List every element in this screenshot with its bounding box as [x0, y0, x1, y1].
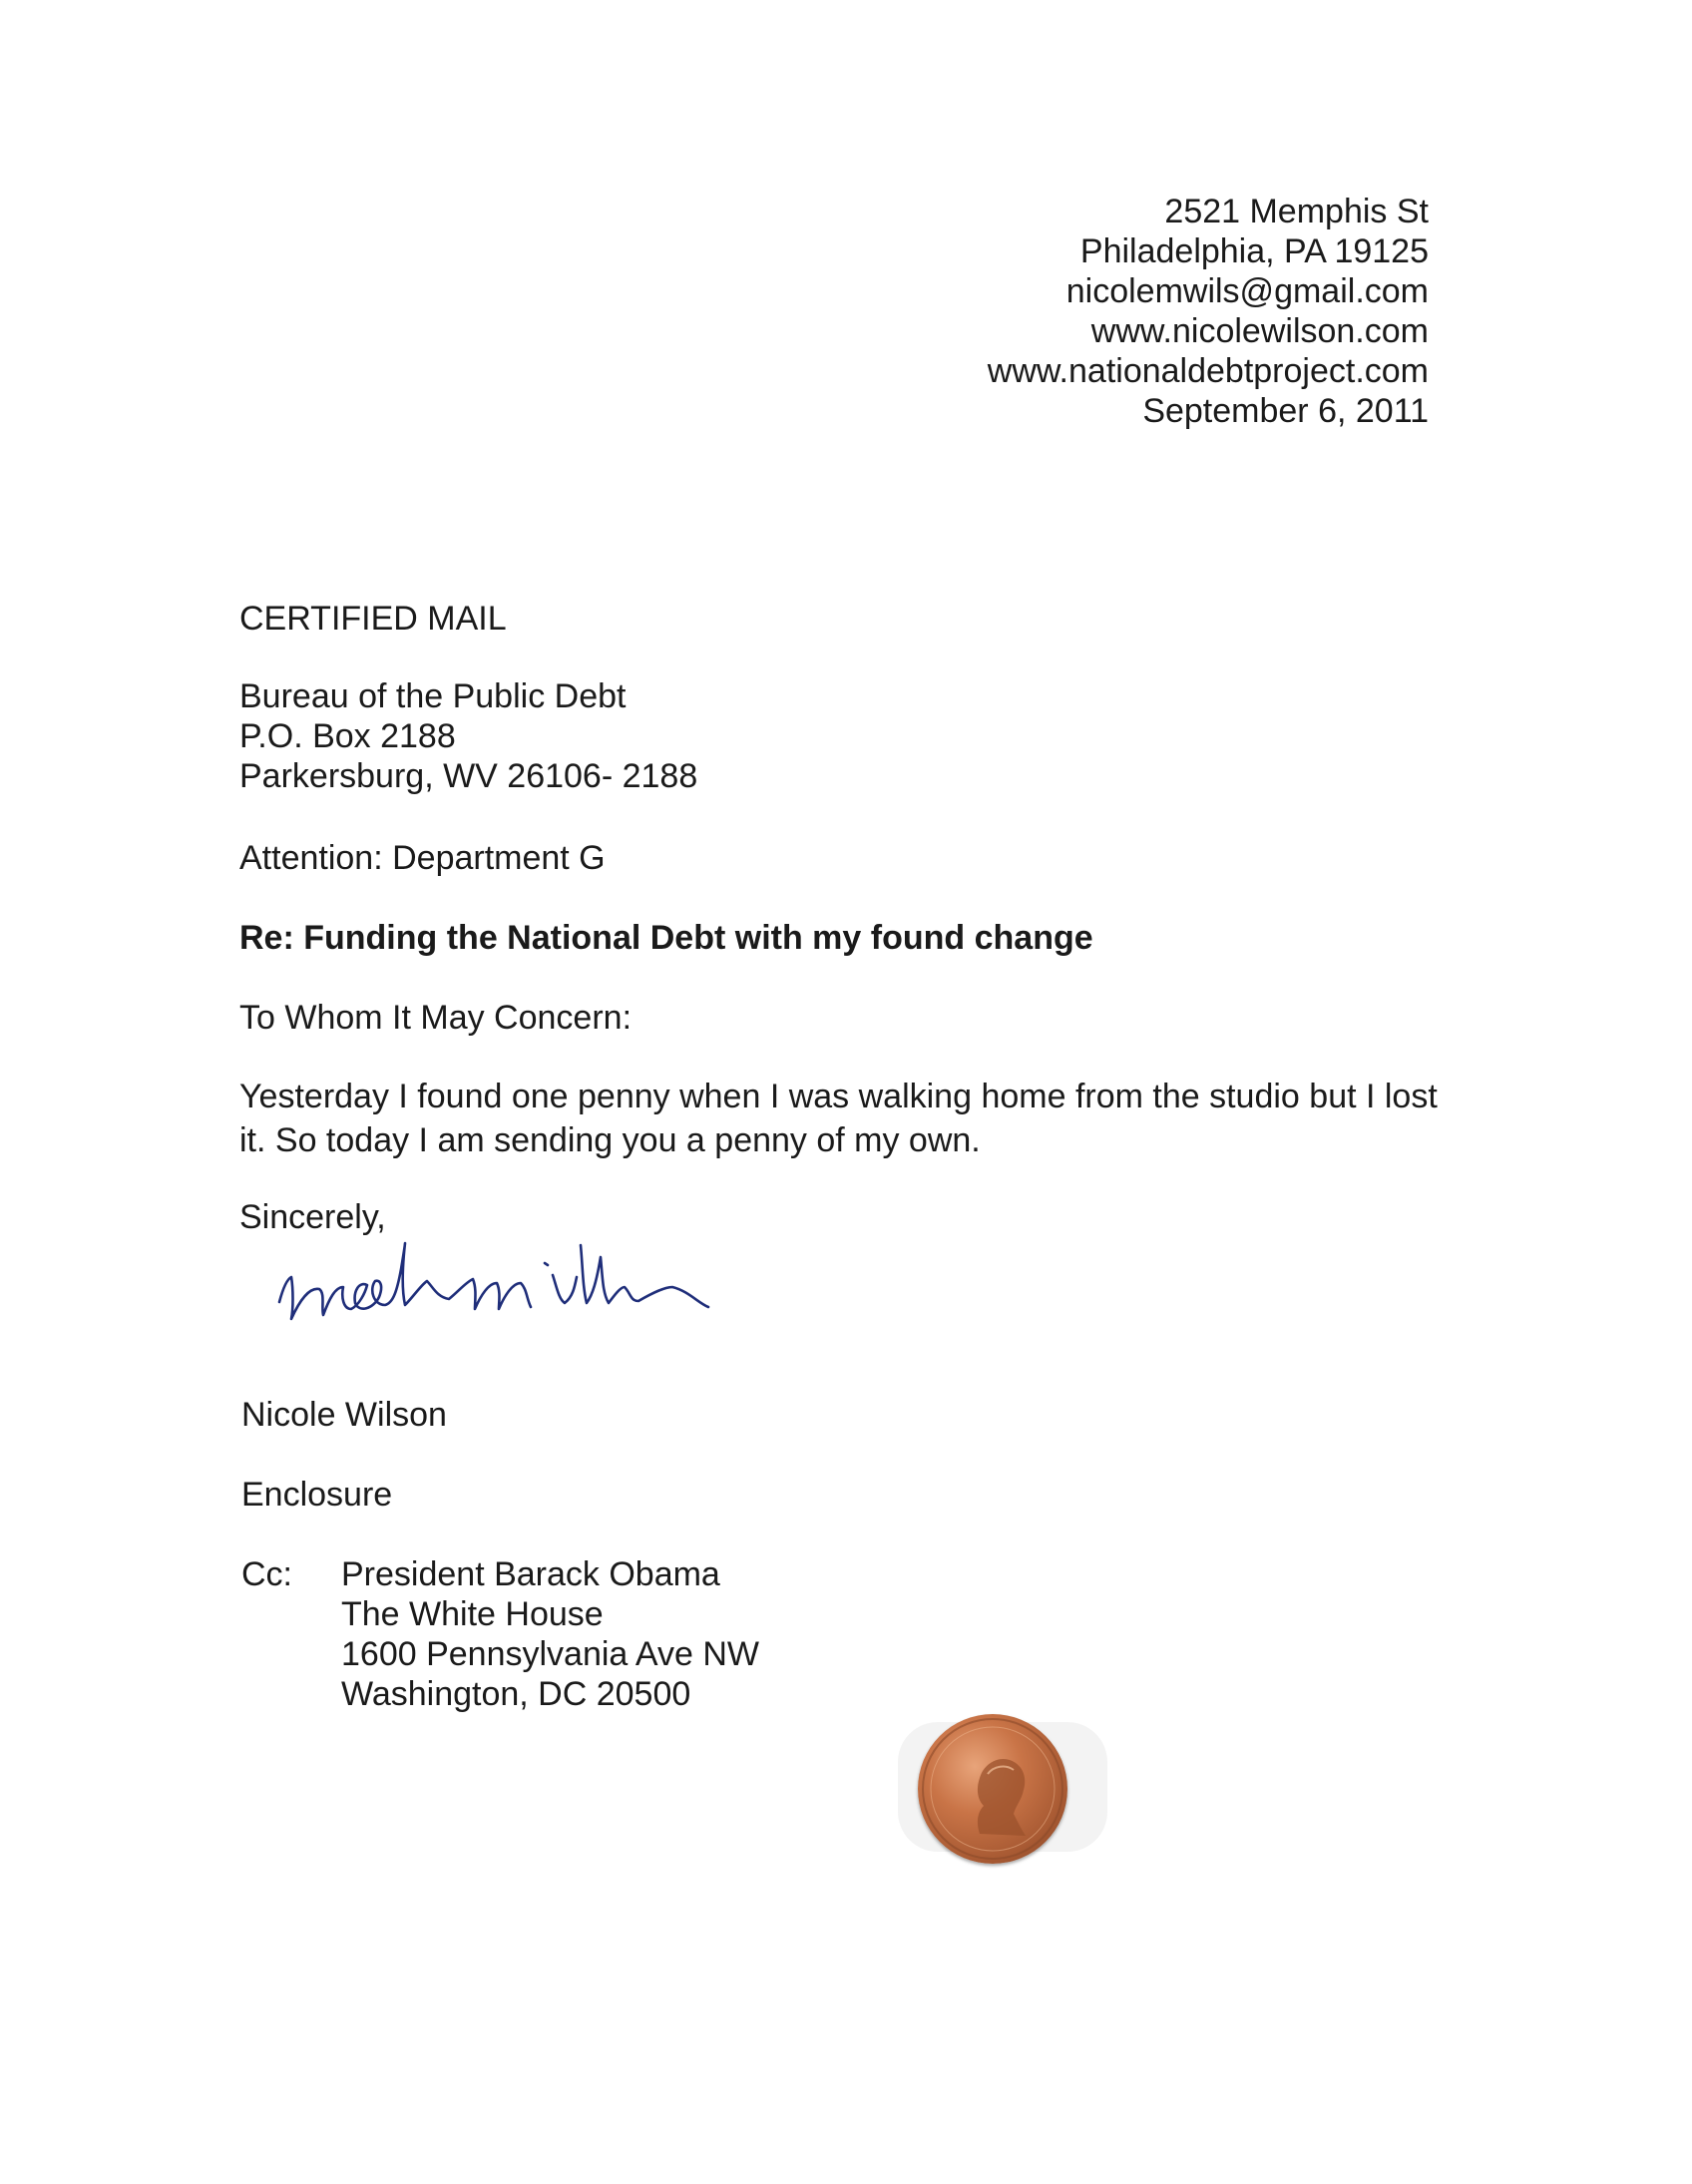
recipient-address-block: [239, 676, 697, 796]
cc-city-state-zip: Washington, DC 20500: [341, 1675, 691, 1713]
cc-organization: The White House: [341, 1595, 604, 1633]
penny-attachment: [918, 1714, 1067, 1864]
body-paragraph: Yesterday I found one penny when I was walking home from the studio but I lost it. So today I am sending you a penny of my own.: [239, 1078, 1438, 1159]
signer-name: Nicole Wilson: [241, 1396, 447, 1434]
attention-line: Attention: Department G: [239, 839, 606, 877]
recipient-po-box: P.O. Box 2188: [239, 717, 456, 755]
sender-website: www.nicolewilson.com: [1090, 312, 1429, 350]
sender-street: 2521 Memphis St: [1164, 193, 1429, 230]
sender-city-state-zip: Philadelphia, PA 19125: [1079, 232, 1429, 270]
penny-portrait-icon: [918, 1714, 1067, 1864]
enclosure-note: Enclosure: [241, 1476, 393, 1514]
subject-line: Re: Funding the National Debt with my found change: [239, 919, 1093, 957]
penny-coin-icon: [918, 1714, 1067, 1864]
salutation: To Whom It May Concern:: [239, 999, 633, 1037]
cc-street: 1600 Pennsylvania Ave NW: [341, 1635, 759, 1673]
sender-email: nicolemwils@gmail.com: [1065, 272, 1429, 310]
sender-project-website: www.nationaldebtproject.com: [987, 352, 1429, 390]
cc-name: President Barack Obama: [341, 1555, 720, 1593]
sender-address-block: [988, 192, 1429, 431]
cc-label: Cc:: [241, 1555, 292, 1593]
closing: Sincerely,: [239, 1198, 386, 1236]
handwritten-signature: [269, 1217, 838, 1357]
recipient-city-state-zip: Parkersburg, WV 26106- 2188: [239, 757, 698, 795]
mail-type: CERTIFIED MAIL: [239, 600, 507, 638]
recipient-name: Bureau of the Public Debt: [239, 677, 627, 715]
letter-date: September 6, 2011: [1142, 392, 1429, 430]
cc-address-block: [341, 1554, 759, 1714]
